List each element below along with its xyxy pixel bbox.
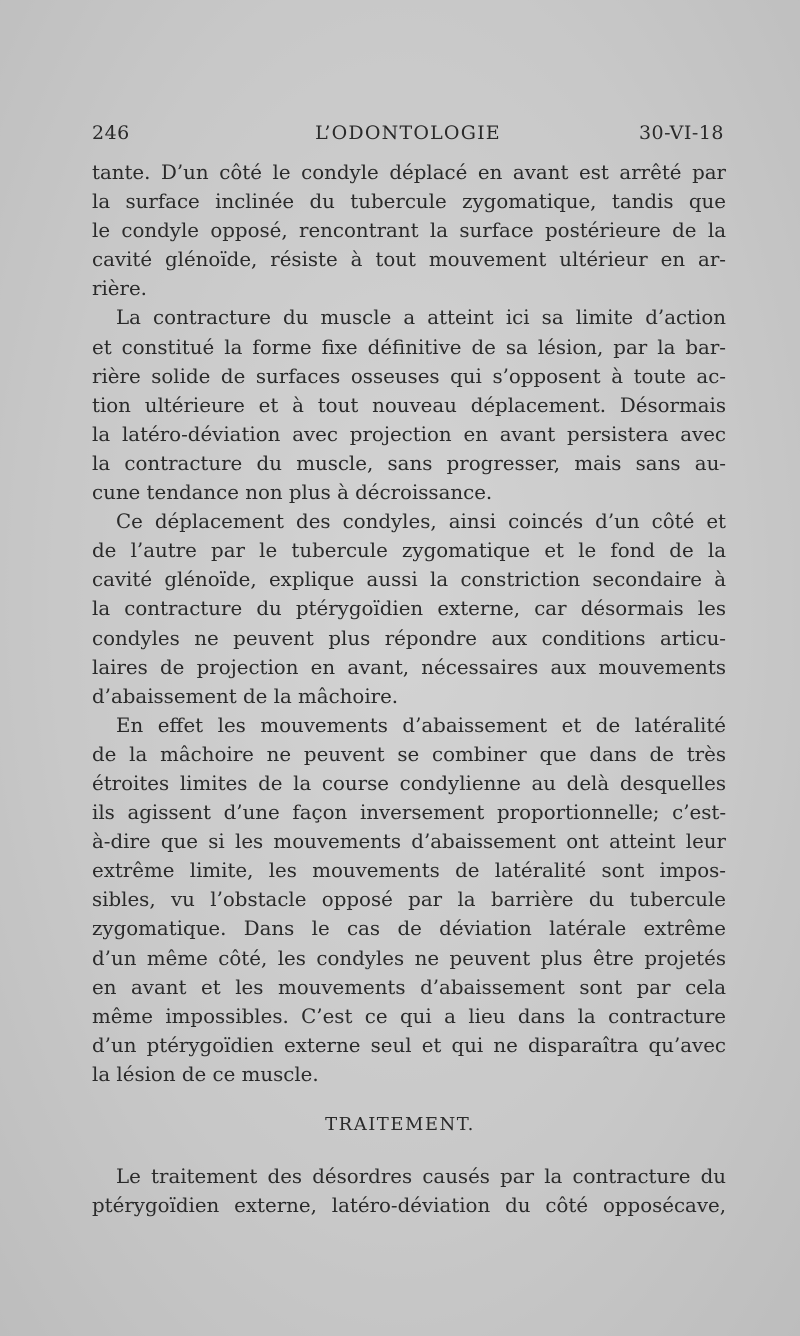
text-line: la contracture du ptérygoïdien externe, car désormais les xyxy=(92,597,726,621)
text-line: En effet les mouvements d’abaissement et de latéralité xyxy=(116,713,726,737)
text-line: en avant et les mouvements d’abaissement sont par cela xyxy=(92,975,726,999)
text-line: Ce déplacement des condyles, ainsi coincés d’un côté et xyxy=(116,510,726,534)
text-line: la lésion de ce muscle. xyxy=(92,1062,319,1086)
body-text xyxy=(92,158,726,1089)
running-header xyxy=(92,122,724,152)
text-line: zygomatique. Dans le cas de déviation latérale extrême xyxy=(92,917,726,941)
text-line: extrême limite, les mouvements de latéralité sont impos- xyxy=(92,859,726,883)
text-line: d’un même côté, les condyles ne peuvent plus être projetés xyxy=(92,946,726,970)
text-line: condyles ne peuvent plus répondre aux conditions articu- xyxy=(92,626,726,650)
text-line: cune tendance non plus à décroissance. xyxy=(92,481,493,505)
section-heading: TRAITEMENT. xyxy=(325,1114,475,1135)
text-line: la surface inclinée du tubercule zygomatique, tandis que xyxy=(92,190,726,214)
page-number: 246 xyxy=(92,122,130,144)
text-line: la latéro-déviation avec projection en avant persistera avec xyxy=(92,422,726,446)
text-line: tante. D’un côté le condyle déplacé en avant est arrêté par xyxy=(92,161,726,184)
text-line: laires de projection en avant, nécessaires aux mouvements xyxy=(92,655,726,679)
text-line: cavité glénoïde, résiste à tout mouvement ultérieur en ar- xyxy=(92,248,726,272)
running-title: L’ODONTOLOGIE xyxy=(315,122,501,144)
text-line: la contracture du muscle, sans progresser, mais sans au- xyxy=(92,451,726,475)
text-line: et constitué la forme fixe définitive de sa lésion, par la bar- xyxy=(92,335,726,359)
text-line: d’abaissement de la mâchoire. xyxy=(92,684,399,708)
text-line: cavité glénoïde, explique aussi la constriction secondaire à xyxy=(92,568,726,592)
text-line: à-dire que si les mouvements d’abaissement ont atteint leur xyxy=(92,830,726,854)
text-line: ils agissent d’une façon inversement proportionnelle; c’est- xyxy=(92,801,726,825)
text-line: de la mâchoire ne peuvent se combiner que dans de très xyxy=(92,742,726,766)
text-line: ptérygoïdien externe, latéro-déviation du côté opposécave, xyxy=(92,1194,726,1218)
text-line: tion ultérieure et à tout nouveau déplacement. Désormais xyxy=(92,393,726,417)
text-line: rière. xyxy=(92,277,147,301)
issue-date: 30-VI-18 xyxy=(638,122,724,144)
text-line: Le traitement des désordres causés par la contracture du xyxy=(116,1165,726,1188)
text-line: d’un ptérygoïdien externe seul et qui ne disparaîtra qu’avec xyxy=(92,1033,726,1057)
section-text xyxy=(92,1162,726,1220)
text-line: de l’autre par le tubercule zygomatique et le fond de la xyxy=(92,539,726,563)
text-line: le condyle opposé, rencontrant la surface postérieure de la xyxy=(92,219,726,243)
text-line: même impossibles. C’est ce qui a lieu dans la contracture xyxy=(92,1004,726,1028)
text-line: La contracture du muscle a atteint ici sa limite d’action xyxy=(116,306,726,330)
text-line: rière solide de surfaces osseuses qui s’opposent à toute ac- xyxy=(92,364,726,388)
text-line: sibles, vu l’obstacle opposé par la barrière du tubercule xyxy=(92,888,726,912)
text-line: étroites limites de la course condylienne au delà desquelles xyxy=(92,771,726,795)
